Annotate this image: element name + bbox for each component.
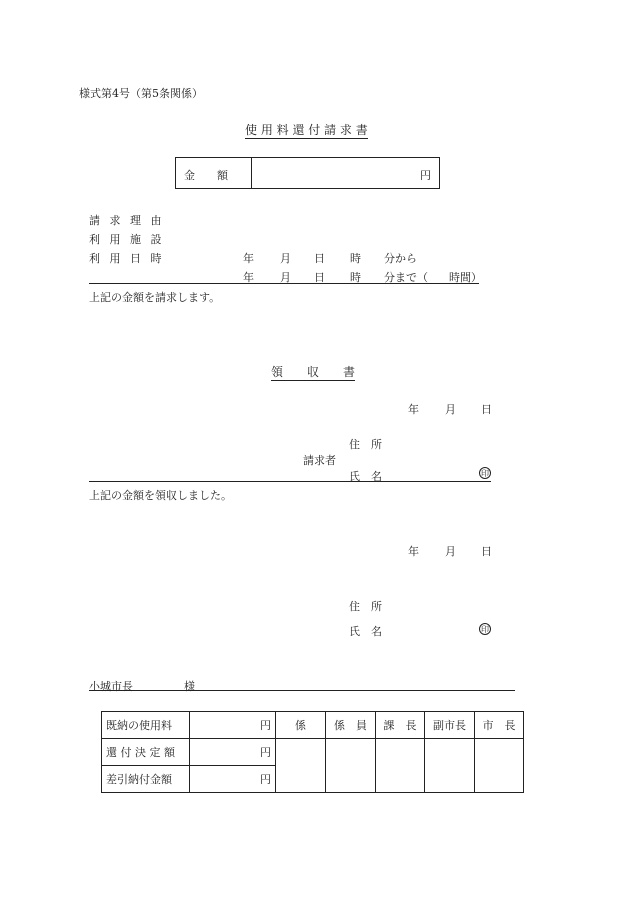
stamp-cell [475,739,524,793]
dt2-minute: 分まで（ [384,271,428,284]
row-label: 既納の使用料 [102,712,190,739]
dt1-minute: 分から [384,252,417,265]
dt1-year: 年 [243,252,254,265]
dt2-hour: 時 [350,271,361,284]
header-cell: 課 長 [376,712,425,739]
amount-box [175,157,440,189]
datetime-label: 利 用 日 時 [89,252,165,265]
dt1-month: 月 [280,252,291,265]
request-divider [89,283,479,284]
stamp-cell [425,739,475,793]
receipt2-day: 日 [481,545,492,558]
header-cell: 係 [276,712,326,739]
dt2-month: 月 [280,271,291,284]
reason-label: 請 求 理 由 [89,214,165,227]
receipt2-month: 月 [445,545,456,558]
address-label: 住 所 [349,438,382,451]
amount-label-cell [176,158,252,188]
row-unit: 円 [190,739,276,766]
receipt-day: 日 [481,403,492,416]
receipt-month: 月 [445,403,456,416]
header-cell: 副市長 [425,712,475,739]
dt2-hours: 時間） [449,271,482,284]
table-row [102,739,524,766]
addressee-honorific: 様 [184,680,195,693]
dt2-day: 日 [314,271,325,284]
dt2-year: 年 [243,271,254,284]
stamp-cell [276,739,326,793]
row-label: 還 付 決 定 額 [102,739,190,766]
header-cell: 係 員 [326,712,376,739]
seal-icon: 印 [481,469,489,478]
addressee-name: 小城市長 [89,680,133,693]
facility-label: 利 用 施 設 [89,233,165,246]
addressee-line [89,690,515,691]
receipt2-year: 年 [408,545,419,558]
header-cell: 市 長 [475,712,524,739]
requester-label: 請求者 [303,454,336,467]
name-label: 氏 名 [349,470,382,483]
receipt-year: 年 [408,403,419,416]
receipt-statement: 上記の金額を領収しました。 [89,489,232,502]
address-label-2: 住 所 [349,600,382,613]
row-unit: 円 [190,766,276,793]
amount-label: 金 額 [184,169,228,182]
row-unit: 円 [190,712,276,739]
dt1-hour: 時 [350,252,361,265]
row-label: 差引納付金額 [102,766,190,793]
name-label-2: 氏 名 [349,625,382,638]
approval-table [101,711,524,793]
receipt-title: 領 収 書 [271,365,356,379]
form-number: 様式第4号（第5条関係） [79,87,203,100]
request-title: 使 用 料 還 付 請 求 書 [245,123,368,137]
stamp-cell [376,739,425,793]
request-statement: 上記の金額を請求します。 [89,291,221,304]
stamp-cell [326,739,376,793]
seal-icon-2: 印 [481,625,489,634]
amount-unit: 円 [420,169,431,182]
dt1-day: 日 [314,252,325,265]
table-row [102,712,524,739]
receipt-divider [89,481,491,482]
